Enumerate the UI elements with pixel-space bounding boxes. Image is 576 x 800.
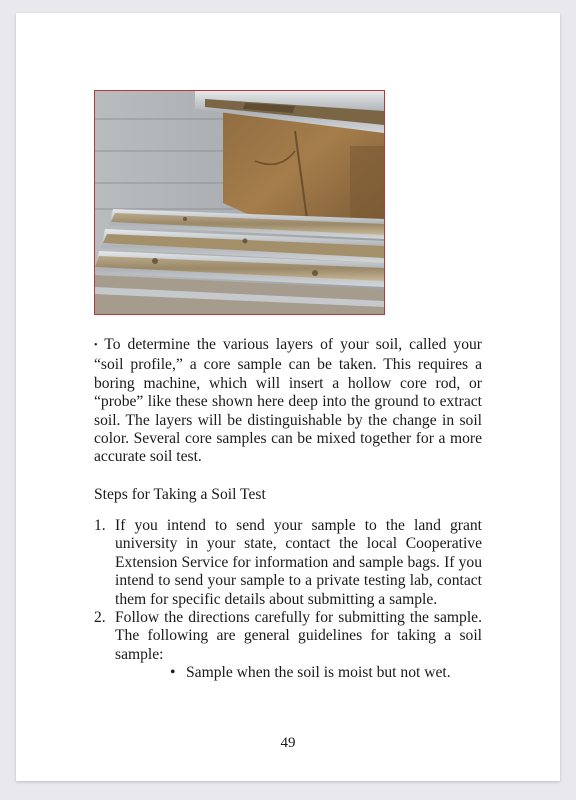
steps-list xyxy=(94,517,482,683)
guidelines-list xyxy=(115,664,482,682)
step-number: 1. xyxy=(94,517,106,534)
document-page xyxy=(16,13,560,781)
intro-paragraph-block xyxy=(94,336,482,467)
intro-bullet-marker: • xyxy=(94,340,98,351)
guideline-item xyxy=(115,664,482,682)
page-number: 49 xyxy=(280,735,296,751)
intro-paragraph-text: To determine the various layers of your soil, called your “soil profile,” a core sample can be taken. This requires a boring machine, which will insert a hollow core rod, or “probe” like these shown here deep into the ground to extract soil. The layers will be distinguishable by the change in soil color. Several core samples can be mixed together for a more accurate soil test. xyxy=(94,336,482,466)
step-number: 2. xyxy=(94,609,106,627)
step-item-2 xyxy=(94,609,482,683)
intro-paragraph xyxy=(94,336,482,467)
steps-heading: Steps for Taking a Soil Test xyxy=(94,486,266,503)
guideline-text: Sample when the soil is moist but not wet. xyxy=(186,664,451,682)
step-text: Follow the directions carefully for submitting the sample. The following are general guidelines for taking a soil sample: xyxy=(115,609,482,663)
step-item-1 xyxy=(94,517,482,609)
step-text: If you intend to send your sample to the land grant university in your state, contact the local Cooperative Extension Service for information and sample bags. If you intend to send your sample to a private testing lab, contact them for specific details about submitting a sample. xyxy=(115,517,482,608)
soil-core-sample-photo xyxy=(94,90,385,315)
bullet-icon: • xyxy=(170,664,176,682)
